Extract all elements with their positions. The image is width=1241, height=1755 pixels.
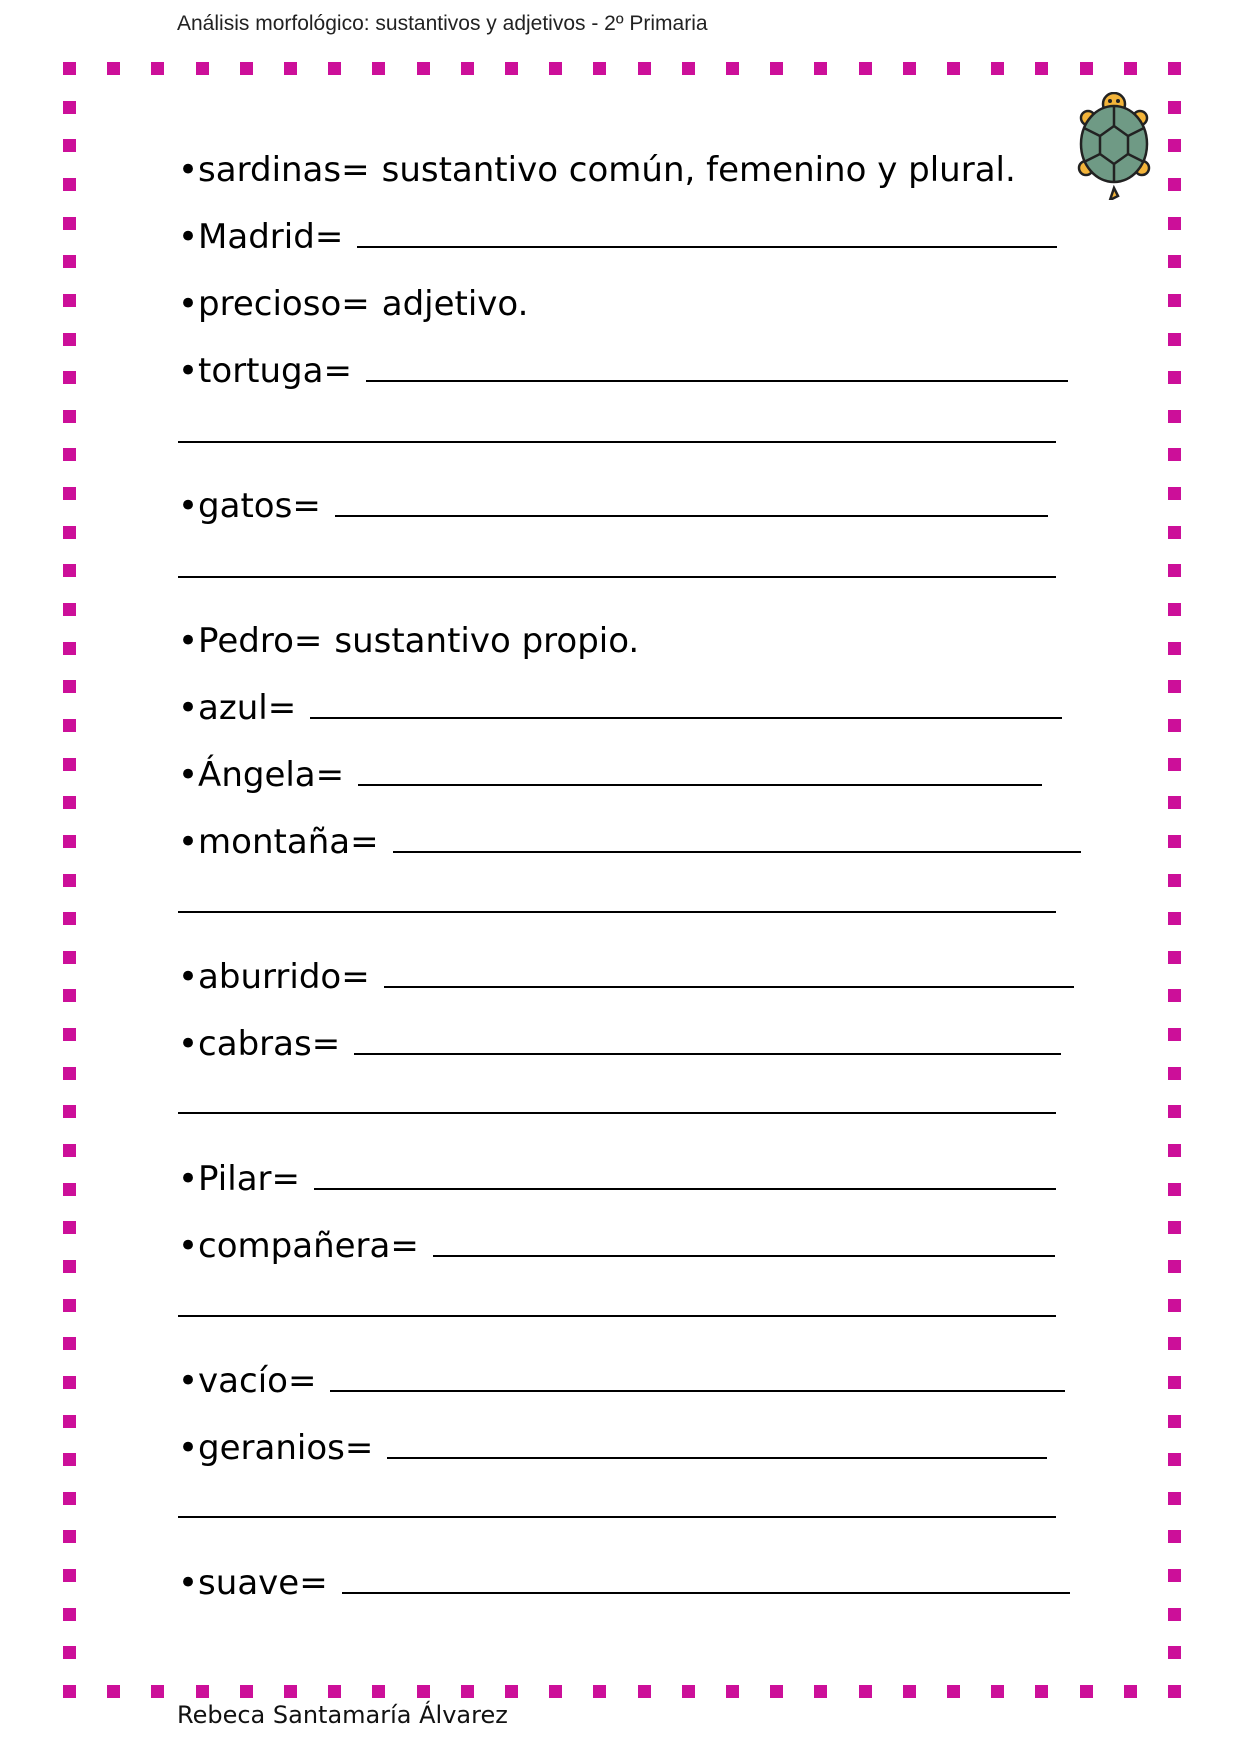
- border-square: [505, 1685, 518, 1698]
- answer-continuation-line[interactable]: [178, 576, 1056, 578]
- border-square: [1168, 487, 1181, 500]
- border-square: [682, 62, 695, 75]
- exercise-item: [178, 1159, 1056, 1199]
- border-square: [1168, 255, 1181, 268]
- border-square: [770, 62, 783, 75]
- border-square: [240, 62, 253, 75]
- border-square: [814, 62, 827, 75]
- exercise-item: [178, 957, 1074, 997]
- border-square: [1124, 62, 1137, 75]
- answer-blank-line[interactable]: [330, 1389, 1065, 1392]
- exercise-term: •suave=: [178, 1563, 328, 1603]
- border-square: [196, 62, 209, 75]
- border-square: [372, 62, 385, 75]
- exercise-term: •sardinas=: [178, 150, 370, 190]
- border-square: [63, 989, 76, 1002]
- border-square: [63, 448, 76, 461]
- border-square: [1168, 1144, 1181, 1157]
- answer-blank-line[interactable]: [342, 1591, 1070, 1594]
- border-square: [63, 1376, 76, 1389]
- border-square: [63, 796, 76, 809]
- answer-blank-line[interactable]: [387, 1456, 1047, 1459]
- border-square: [1168, 333, 1181, 346]
- border-square: [1168, 1685, 1181, 1698]
- exercise-term: •azul=: [178, 688, 297, 728]
- border-square: [1168, 526, 1181, 539]
- border-square: [549, 1685, 562, 1698]
- border-square: [1168, 719, 1181, 732]
- border-square: [1168, 1608, 1181, 1621]
- border-square: [1168, 1376, 1181, 1389]
- border-square: [947, 1685, 960, 1698]
- border-square: [63, 1453, 76, 1466]
- border-square: [1168, 1453, 1181, 1466]
- border-square: [770, 1685, 783, 1698]
- border-square: [682, 1685, 695, 1698]
- border-square: [151, 1685, 164, 1698]
- border-square: [1080, 1685, 1093, 1698]
- border-square: [417, 62, 430, 75]
- border-square: [1168, 178, 1181, 191]
- border-square: [1168, 1221, 1181, 1234]
- border-square: [859, 1685, 872, 1698]
- border-square: [461, 62, 474, 75]
- border-square: [63, 758, 76, 771]
- border-square: [1168, 603, 1181, 616]
- exercise-item: [178, 621, 639, 661]
- border-square: [196, 1685, 209, 1698]
- border-square: [63, 1337, 76, 1350]
- border-square: [63, 255, 76, 268]
- border-square: [107, 1685, 120, 1698]
- border-square: [63, 410, 76, 423]
- exercise-item: [178, 486, 1048, 526]
- border-square: [1168, 448, 1181, 461]
- border-square: [240, 1685, 253, 1698]
- border-square: [1035, 62, 1048, 75]
- answer-blank-line[interactable]: [314, 1187, 1056, 1190]
- border-square: [1035, 1685, 1048, 1698]
- answer-blank-line[interactable]: [384, 985, 1074, 988]
- border-square: [63, 1646, 76, 1659]
- exercise-item: [178, 822, 1081, 862]
- answer-continuation-line[interactable]: [178, 1315, 1056, 1317]
- border-square: [63, 1415, 76, 1428]
- border-square: [1168, 642, 1181, 655]
- answer-continuation-line[interactable]: [178, 441, 1056, 443]
- border-square: [903, 1685, 916, 1698]
- border-square: [991, 62, 1004, 75]
- border-square: [1168, 912, 1181, 925]
- exercise-item: [178, 150, 1016, 190]
- border-square: [63, 1105, 76, 1118]
- exercise-term: •Pedro=: [178, 621, 323, 661]
- answer-blank-line[interactable]: [393, 850, 1081, 853]
- border-square: [991, 1685, 1004, 1698]
- exercise-term: •Ángela=: [178, 755, 345, 795]
- border-square: [63, 1067, 76, 1080]
- answer-continuation-line[interactable]: [178, 1516, 1056, 1518]
- border-square: [1168, 410, 1181, 423]
- border-square: [63, 1530, 76, 1543]
- border-square: [63, 1608, 76, 1621]
- border-square: [1168, 1299, 1181, 1312]
- border-square: [1168, 1337, 1181, 1350]
- border-square: [1168, 62, 1181, 75]
- exercise-term: •cabras=: [178, 1024, 341, 1064]
- border-square: [1168, 371, 1181, 384]
- border-square: [461, 1685, 474, 1698]
- exercise-item: [178, 688, 1062, 728]
- border-square: [1124, 1685, 1137, 1698]
- answer-blank-line[interactable]: [366, 379, 1068, 382]
- border-square: [1168, 1105, 1181, 1118]
- border-square: [284, 1685, 297, 1698]
- answer-blank-line[interactable]: [310, 716, 1062, 719]
- exercise-term: •Pilar=: [178, 1159, 301, 1199]
- border-square: [63, 874, 76, 887]
- border-square: [1168, 1067, 1181, 1080]
- answer-continuation-line[interactable]: [178, 911, 1056, 913]
- exercise-item: [178, 1024, 1061, 1064]
- exercise-item: [178, 755, 1042, 795]
- border-square: [63, 1299, 76, 1312]
- border-square: [63, 1183, 76, 1196]
- border-square: [63, 526, 76, 539]
- border-square: [1168, 1492, 1181, 1505]
- border-square: [1168, 1028, 1181, 1041]
- border-square: [1168, 101, 1181, 114]
- turtle-icon: [1074, 92, 1154, 200]
- border-square: [814, 1685, 827, 1698]
- border-square: [726, 1685, 739, 1698]
- border-square: [947, 62, 960, 75]
- border-square: [63, 1569, 76, 1582]
- exercise-item: [178, 217, 1057, 257]
- border-square: [1168, 680, 1181, 693]
- exercise-item: [178, 1428, 1047, 1468]
- border-square: [372, 1685, 385, 1698]
- border-square: [63, 217, 76, 230]
- border-square: [328, 62, 341, 75]
- border-square: [1168, 951, 1181, 964]
- exercise-item: [178, 351, 1068, 391]
- border-square: [63, 1144, 76, 1157]
- border-square: [1080, 62, 1093, 75]
- border-square: [1168, 1530, 1181, 1543]
- exercise-term: •montaña=: [178, 822, 379, 862]
- border-square: [1168, 1183, 1181, 1196]
- border-square: [63, 835, 76, 848]
- border-square: [1168, 1260, 1181, 1273]
- exercise-term: •aburrido=: [178, 957, 370, 997]
- border-square: [1168, 294, 1181, 307]
- border-square: [1168, 1415, 1181, 1428]
- border-square: [63, 1028, 76, 1041]
- exercise-item: [178, 1361, 1065, 1401]
- exercise-item: [178, 1226, 1055, 1266]
- exercise-term: •vacío=: [178, 1361, 317, 1401]
- exercise-answer: adjetivo.: [381, 284, 529, 324]
- border-square: [505, 62, 518, 75]
- border-square: [1168, 139, 1181, 152]
- border-square: [63, 1685, 76, 1698]
- border-square: [549, 62, 562, 75]
- border-square: [63, 139, 76, 152]
- border-square: [593, 62, 606, 75]
- border-square: [63, 680, 76, 693]
- border-square: [63, 1492, 76, 1505]
- exercise-term: •compañera=: [178, 1226, 419, 1266]
- answer-blank-line[interactable]: [433, 1254, 1055, 1257]
- border-square: [63, 371, 76, 384]
- border-square: [284, 62, 297, 75]
- border-square: [1168, 1569, 1181, 1582]
- border-square: [63, 294, 76, 307]
- page-header-title: Análisis morfológico: sustantivos y adjetivos - 2º Primaria: [177, 12, 708, 35]
- answer-blank-line[interactable]: [358, 783, 1042, 786]
- page-footer-author: Rebeca Santamaría Álvarez: [177, 1701, 508, 1729]
- border-square: [1168, 989, 1181, 1002]
- border-square: [328, 1685, 341, 1698]
- border-square: [1168, 796, 1181, 809]
- exercise-term: •Madrid=: [178, 217, 344, 257]
- exercise-answer: sustantivo propio.: [334, 621, 640, 661]
- exercise-item: [178, 284, 528, 324]
- border-square: [63, 603, 76, 616]
- border-square: [1168, 758, 1181, 771]
- border-square: [63, 719, 76, 732]
- exercise-term: •tortuga=: [178, 351, 352, 391]
- border-square: [63, 1221, 76, 1234]
- border-square: [1168, 874, 1181, 887]
- exercise-answer: sustantivo común, femenino y plural.: [381, 150, 1016, 190]
- border-square: [1168, 564, 1181, 577]
- exercise-term: •geranios=: [178, 1428, 374, 1468]
- exercise-term: •gatos=: [178, 486, 321, 526]
- border-square: [63, 642, 76, 655]
- border-square: [63, 62, 76, 75]
- border-square: [107, 62, 120, 75]
- border-square: [63, 1260, 76, 1273]
- border-square: [63, 564, 76, 577]
- border-square: [638, 1685, 651, 1698]
- border-square: [726, 62, 739, 75]
- border-square: [63, 178, 76, 191]
- border-square: [1168, 835, 1181, 848]
- border-square: [638, 62, 651, 75]
- border-square: [593, 1685, 606, 1698]
- border-square: [859, 62, 872, 75]
- border-square: [63, 487, 76, 500]
- answer-blank-line[interactable]: [357, 245, 1057, 248]
- border-square: [63, 101, 76, 114]
- exercise-term: •precioso=: [178, 284, 370, 324]
- border-square: [1168, 217, 1181, 230]
- border-square: [1168, 1646, 1181, 1659]
- answer-continuation-line[interactable]: [178, 1112, 1056, 1114]
- answer-blank-line[interactable]: [354, 1052, 1061, 1055]
- border-square: [151, 62, 164, 75]
- answer-blank-line[interactable]: [335, 514, 1048, 517]
- border-square: [417, 1685, 430, 1698]
- exercise-item: [178, 1563, 1070, 1603]
- border-square: [63, 333, 76, 346]
- border-square: [63, 912, 76, 925]
- border-square: [903, 62, 916, 75]
- border-square: [63, 951, 76, 964]
